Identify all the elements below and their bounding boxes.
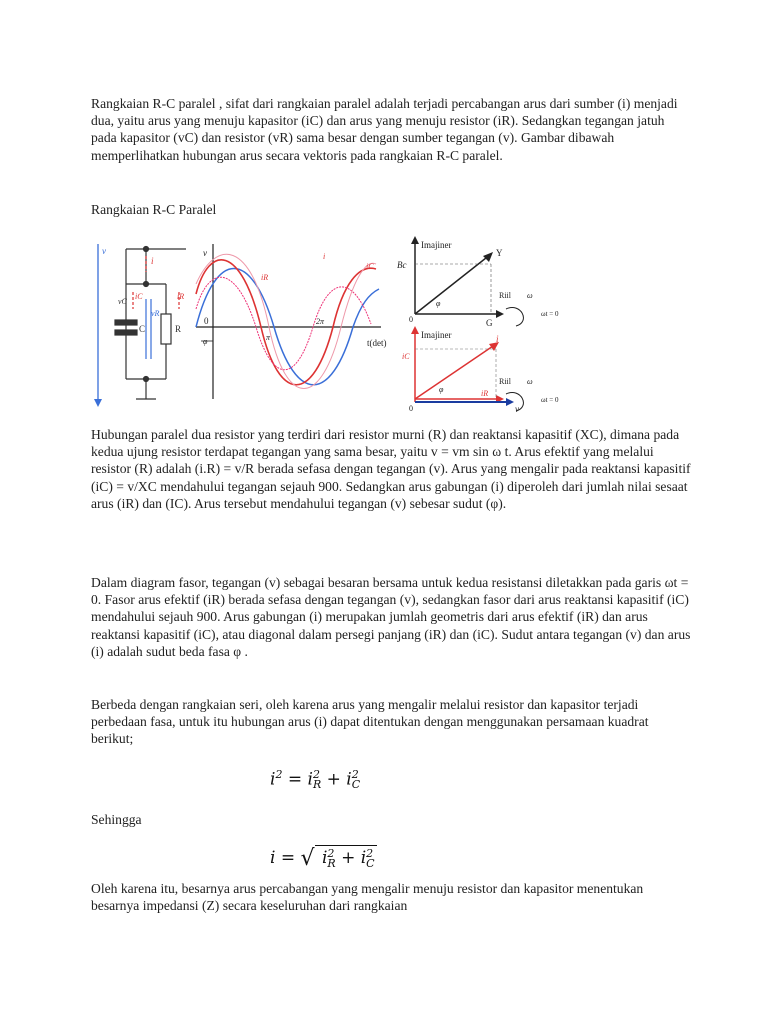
phasor-bottom-zero-label: 0 — [409, 404, 413, 413]
wave-ic-label: iC — [366, 262, 374, 271]
phasor-top-wt-label: ωt = 0 — [541, 310, 559, 318]
sqrt-symbol-icon: √ — [300, 846, 315, 871]
phasor-top-imag-label: Imajiner — [421, 240, 452, 250]
eq1-lhs-exp: 2 — [275, 768, 283, 781]
wave-v-axis-label: v — [203, 248, 207, 258]
wave-2pi-label: 2π — [316, 317, 325, 326]
phasor-top-phi-label: φ — [436, 299, 441, 308]
circuit-i-label: i — [151, 256, 154, 266]
sehingga-text: Sehingga — [91, 812, 142, 827]
eq2-plus: + — [341, 848, 356, 868]
phasor-bottom-i-label: i — [496, 334, 499, 344]
circuit-r-label: R — [175, 324, 182, 334]
paragraph-2: Hubungan paralel dua resistor yang terdiri dari resistor murni (R) dan reaktansi kapasitif (XC), dimana pada kedua ujung resistor terdapat tegangan yang sama besar, yaitu v = vm sin ω t. Arus efektif yang melalui resistor (R) adalah (i.R) = v/R berada sefasa dengan tegangan (v). Arus yang mengalir pada reaktansi kapasitif (iC) = v/XC mendahului tegangan sejauh 900. Sedangkan arus gabungan (i) diperoleh dari jumlah nilai sesaat arus (iR) dan (IC). Arus tersebut mendahului tegangan (v) sebesar sudut (φ). — [91, 427, 691, 511]
wave-zero-label: 0 — [204, 316, 209, 326]
wave-i-label: i — [323, 252, 326, 261]
phasor-top-g-label: G — [486, 318, 493, 328]
circuit-ic-label: iC — [135, 292, 143, 301]
eq2-term1-exp: 2 — [327, 846, 335, 860]
eq1-lhs: i — [270, 769, 276, 790]
phasor-bottom-omega-label: ω — [527, 377, 533, 386]
phasor-bottom-ir-label: iR — [481, 389, 489, 398]
eq2-term1-sub: R — [327, 856, 336, 870]
ic-wave — [196, 254, 376, 388]
paragraph-5: Oleh karena itu, besarnya arus percabangan yang mengalir menuju resistor dan kapasitor menentukan besarnya impedansi (Z) secara keseluruhan dari rangkaian — [91, 881, 644, 914]
eq2-lhs: i — [270, 848, 276, 868]
eq2-term2-sub: C — [366, 856, 375, 870]
wave-t-axis-label: t(det) — [367, 338, 387, 348]
wave-ir-label: iR — [261, 273, 269, 282]
eq2-term1: i — [321, 848, 328, 868]
wave-phi-label: φ — [203, 337, 208, 346]
eq2-equals: = — [280, 848, 296, 868]
waveform-diagram — [196, 244, 381, 399]
phasor-top-y-label: Y — [496, 248, 503, 258]
eq2-term2-exp: 2 — [366, 846, 374, 860]
circuit-c-label: C — [139, 324, 146, 334]
section-heading: Rangkaian R-C Paralel — [91, 202, 217, 217]
phasor-bottom-imag-label: Imajiner — [421, 330, 452, 340]
phasor-bottom-riil-label: Riil — [499, 377, 512, 386]
rc-parallel-figure — [91, 234, 611, 414]
eq1-term1-exp: 2 — [312, 768, 320, 782]
wave-pi-label: π — [266, 333, 271, 342]
paragraph-4: Berbeda dengan rangkaian seri, oleh karena arus yang mengalir melalui resistor dan kapasitor terjadi perbedaan fasa, untuk itu hubungan arus (i) dapat ditentukan dengan menggunakan persamaan kuadrat berikut; — [91, 697, 649, 747]
eq1-term2-exp: 2 — [351, 768, 359, 782]
circuit-ir-label: iR — [177, 292, 185, 301]
phasor-top-bc-label: Bc — [397, 260, 407, 270]
circuit-vc-label: vC — [118, 297, 127, 306]
phasor-bottom-wt-label: ωt = 0 — [541, 396, 559, 404]
eq1-term2-sub: C — [351, 778, 361, 792]
phasor-bottom-phi-label: φ — [439, 385, 444, 394]
phasor-top-zero-label: 0 — [409, 315, 413, 324]
current-wave — [196, 260, 376, 385]
intro-paragraph: Rangkaian R-C paralel , sifat dari rangkaian paralel adalah terjadi percabangan arus dari sumber (i) menjadi dua, yaitu arus yang menuju kapasitor (iC) dan arus yang menuju resistor (iR). Sedangkan tegangan jatuh pada kapasitor (vC) dan resistor (vR) sama besar dengan sumber tegangan (v). Gambar dibawah memperlihatkan hubungan arus secara vektoris pada rangkaian R-C paralel. — [91, 96, 678, 163]
eq1-plus: + — [326, 769, 341, 790]
circuit-v-label: v — [102, 246, 106, 256]
eq2-term2: i — [360, 848, 367, 868]
phasor-bottom-v-label: v — [515, 404, 519, 414]
circuit-vr-label: vR — [151, 309, 160, 318]
eq1-term1-sub: R — [312, 778, 322, 792]
eq1-term1: i — [307, 769, 313, 790]
phasor-bottom-ic-label: iC — [402, 352, 410, 361]
equation-1 — [270, 768, 360, 790]
phasor-top-riil-label: Riil — [499, 291, 512, 300]
eq1-term2: i — [346, 769, 352, 790]
equation-2 — [270, 846, 377, 871]
paragraph-3: Dalam diagram fasor, tegangan (v) sebagai besaran bersama untuk kedua resistansi diletakkan pada garis ωt = 0. Fasor arus efektif (iR) berada sefasa dengan tegangan (v), sedangkan fasor dari arus reaktansi kapasitif (iC) mendahului sejauh 900. Arus gabungan (i) merupakan jumlah geometris dari arus efektif (iR) dan arus reaktansi kapasitif (iC), atau diagonal dalam persegi panjang (iR) dan (iC). Sudut antara tegangan (v) dan arus (i) adalah sudut beda fasa φ . — [91, 575, 691, 659]
phasor-top-omega-label: ω — [527, 291, 533, 300]
eq1-equals: = — [287, 769, 303, 790]
